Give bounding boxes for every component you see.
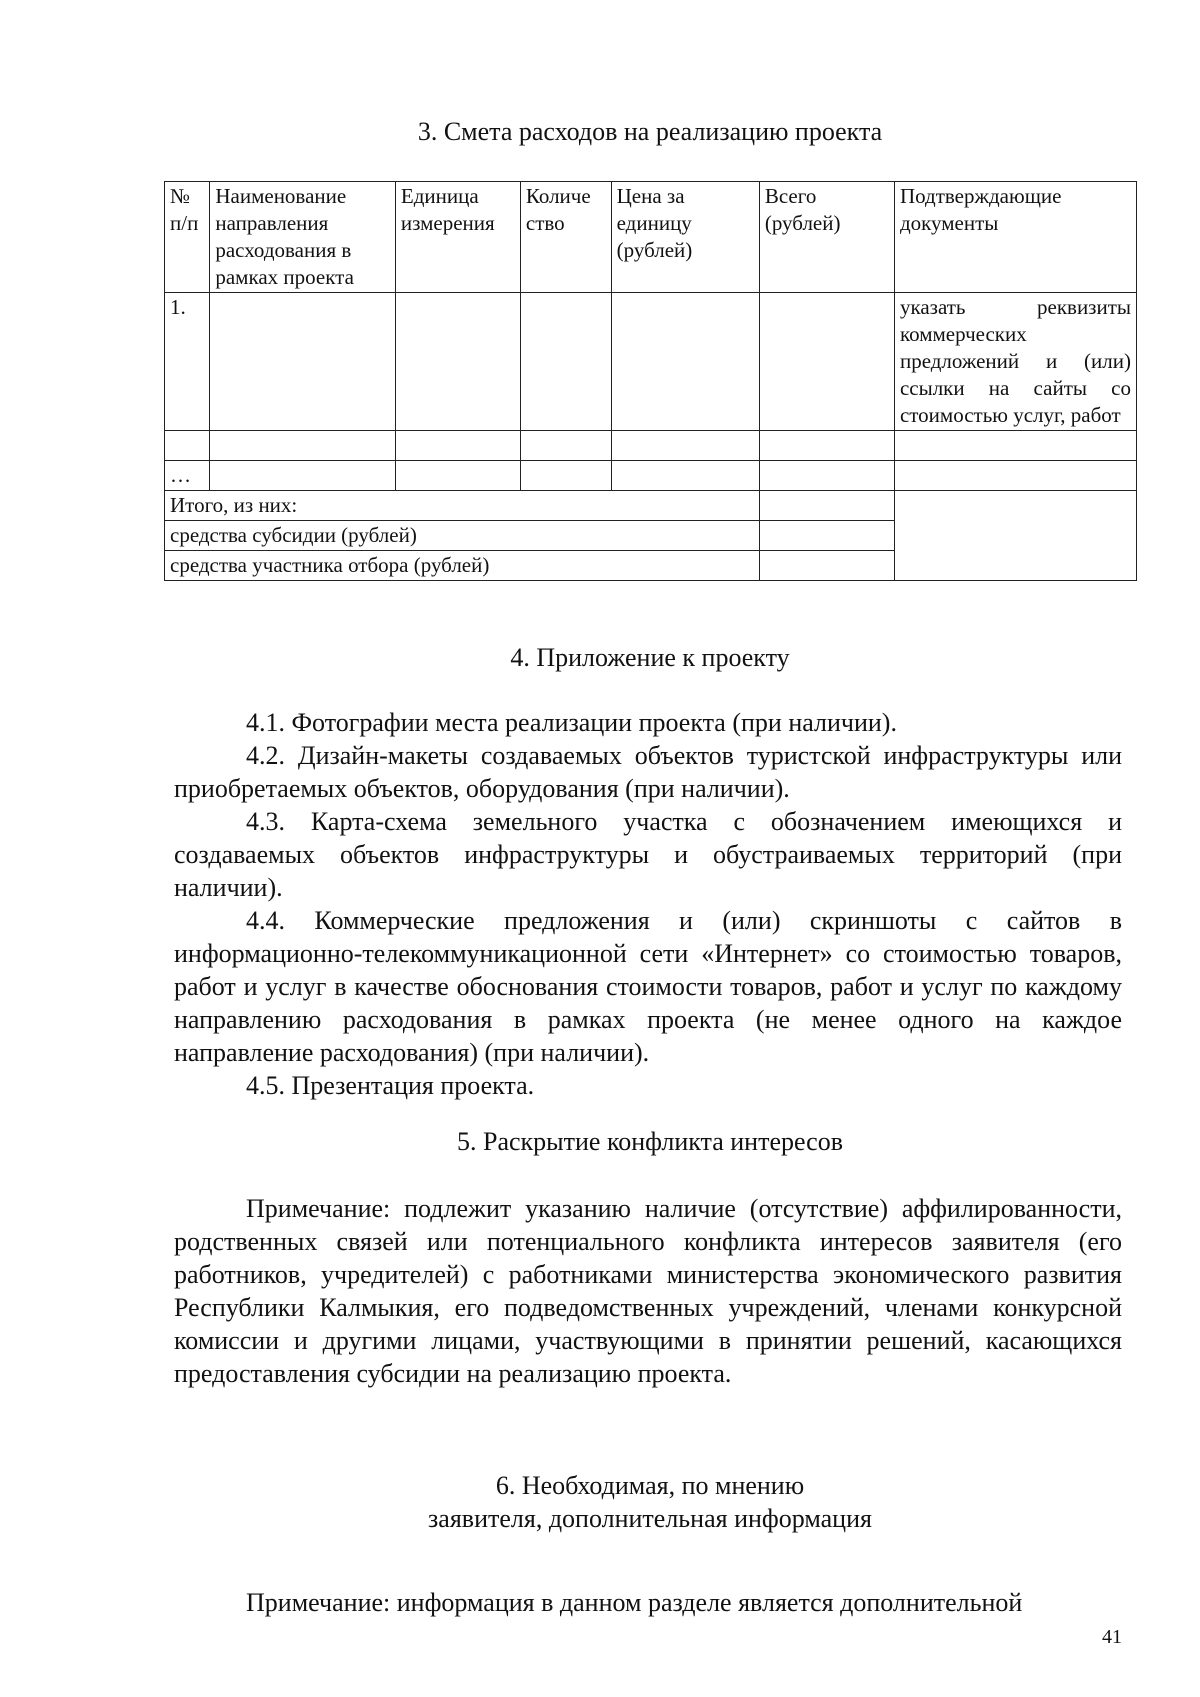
row-cell bbox=[611, 293, 759, 431]
subsidy-value bbox=[759, 521, 894, 551]
col-price-header: Цена за единицу (рублей) bbox=[611, 182, 759, 293]
row-cell bbox=[520, 293, 611, 431]
section-6-title-line1: 6. Необходимая, по мнению bbox=[495, 1471, 805, 1500]
col-direction-header: Наименование направления расходования в рамках проекта bbox=[210, 182, 396, 293]
estimate-table bbox=[164, 181, 1137, 581]
row-number: 1. bbox=[165, 293, 210, 431]
item-4-3: 4.3. Карта-схема земельного участка с обозначением имеющихся и создаваемых объектов инфраструктуры и обустраиваемых территорий (при наличии). bbox=[174, 807, 1122, 902]
item-4-4: 4.4. Коммерческие предложения и (или) скриншоты с сайтов в информационно-телекоммуникационной сети «Интернет» со стоимостью товаров, работ и услуг в качестве обоснования стоимости товаров, работ и услуг по каждому направлению расходования в рамках проекта (не менее одного на каждое направление расходования) (при наличии). bbox=[174, 906, 1122, 1067]
col-total-header: Всего (рублей) bbox=[759, 182, 894, 293]
row-cell bbox=[759, 293, 894, 431]
item-4-5: 4.5. Презентация проекта. bbox=[246, 1071, 535, 1100]
page-number: 41 bbox=[1102, 1626, 1122, 1648]
participant-value bbox=[759, 551, 894, 581]
section-6-note-text: Примечание: информация в данном разделе является дополнительной bbox=[246, 1588, 1023, 1617]
section-6-title-line2: заявителя, дополнительная информация bbox=[428, 1504, 872, 1533]
total-label: Итого, из них: bbox=[165, 491, 760, 521]
col-number-header: № п/п bbox=[165, 182, 210, 293]
row-cell bbox=[395, 293, 520, 431]
subsidy-label: средства субсидии (рублей) bbox=[165, 521, 760, 551]
item-4-2: 4.2. Дизайн-макеты создаваемых объектов туристской инфраструктуры или приобретаемых объектов, оборудования (при наличии). bbox=[174, 741, 1122, 803]
table-header-row bbox=[165, 182, 1137, 293]
section-5-title: 5. Раскрытие конфликта интересов bbox=[456, 1127, 843, 1156]
participant-label: средства участника отбора (рублей) bbox=[165, 551, 760, 581]
table-row bbox=[165, 293, 1137, 431]
table-row-empty bbox=[165, 431, 1137, 461]
total-value bbox=[759, 491, 894, 521]
col-quantity-header: Количе ство bbox=[520, 182, 611, 293]
item-4-1: 4.1. Фотографии места реализации проекта (при наличии). bbox=[246, 708, 897, 737]
section-4-items bbox=[174, 706, 1122, 1102]
section-6-note bbox=[174, 1586, 1122, 1619]
section-3-title: 3. Смета расходов на реализацию проекта bbox=[417, 117, 883, 146]
section-6-title bbox=[50, 1470, 1200, 1536]
col-unit-header: Единица измерения bbox=[395, 182, 520, 293]
col-documents-header: Подтверждающие документы bbox=[894, 182, 1136, 293]
table-total-row bbox=[165, 491, 1137, 521]
total-docs-cell bbox=[894, 491, 1136, 581]
section-5-note bbox=[174, 1192, 1122, 1390]
row-cell bbox=[210, 293, 396, 431]
row-documents: указать реквизиты коммерческих предложений и (или) ссылки на сайты со стоимостью услуг, работ bbox=[894, 293, 1136, 431]
section-5-note-text: Примечание: подлежит указанию наличие (отсутствие) аффилированности, родственных связей или потенциального конфликта интересов заявителя (его работников, учредителей) с работниками министерства экономического развития Республики Калмыкия, его подведомственных учреждений, членами конкурсной комиссии и другими лицами, участвующими в принятии решений, касающихся предоставления субсидии на реализацию проекта. bbox=[174, 1194, 1122, 1388]
row-ellipsis: … bbox=[165, 461, 210, 491]
section-4-title: 4. Приложение к проекту bbox=[510, 643, 790, 672]
table-row-ellipsis bbox=[165, 461, 1137, 491]
